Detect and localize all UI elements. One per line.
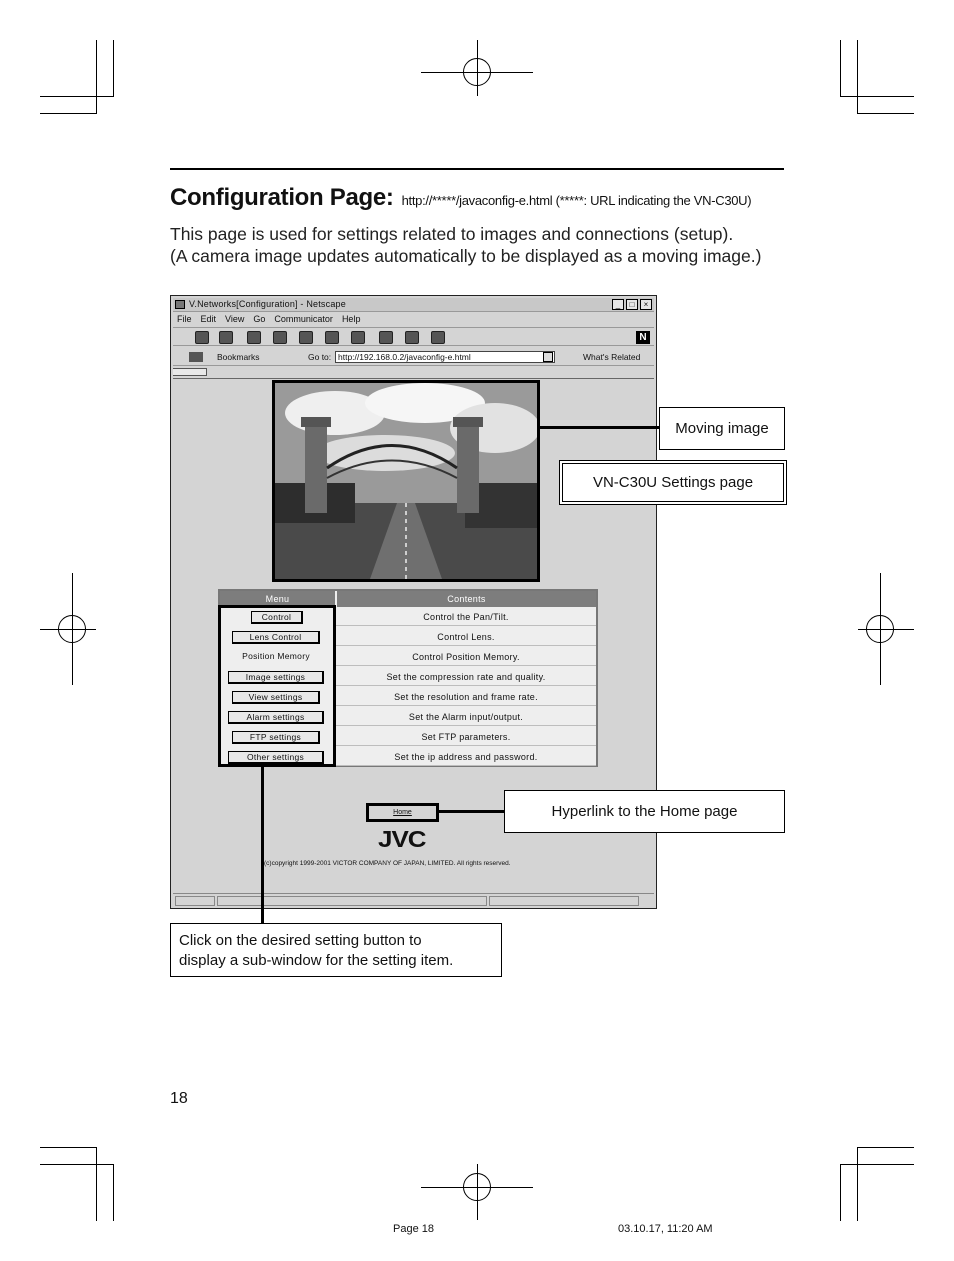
position-memory-button[interactable]: Position Memory: [242, 651, 310, 661]
settings-button-leader: [261, 767, 264, 924]
browser-toolbar: [173, 327, 654, 346]
menu-file[interactable]: File: [177, 314, 192, 324]
moving-image-leader: [540, 426, 659, 429]
ftp-settings-button[interactable]: FTP settings: [232, 731, 320, 744]
setting-button-callout-line-2: display a sub-window for the setting item.: [179, 952, 454, 969]
page-heading: [170, 184, 751, 212]
intro-text: [170, 223, 761, 267]
menu-buttons-highlight: [218, 605, 336, 767]
bookmarks-label[interactable]: Bookmarks: [217, 352, 260, 362]
table-row: Set the Alarm input/output.: [336, 708, 596, 726]
print-icon[interactable]: [351, 331, 365, 344]
table-row: Set the compression rate and quality.: [336, 668, 596, 686]
bookmarks-icon[interactable]: [189, 352, 203, 362]
maximize-button[interactable]: □: [626, 299, 638, 310]
copyright-text: (c)copyright 1999-2001 VICTOR COMPANY OF JAPAN, LIMITED. All rights reserved.: [264, 860, 511, 867]
status-bar: [173, 893, 654, 907]
url-dropdown-icon[interactable]: [543, 352, 553, 362]
security-status-icon: [175, 896, 215, 906]
other-settings-button[interactable]: Other settings: [228, 751, 324, 764]
menu-column-header: Menu: [220, 591, 335, 607]
minimize-button[interactable]: _: [612, 299, 624, 310]
camera-moving-image: [272, 380, 540, 582]
toolbar-tab[interactable]: [173, 368, 207, 376]
camera-photo: [275, 383, 537, 579]
intro-line-2: (A camera image updates automatically to be displayed as a moving image.): [170, 246, 762, 266]
url-field[interactable]: http://192.168.0.2/javaconfig-e.html: [335, 351, 555, 363]
home-hyperlink-callout: Hyperlink to the Home page: [504, 790, 785, 833]
footer-page: Page 18: [393, 1223, 434, 1235]
image-settings-button[interactable]: Image settings: [228, 671, 324, 684]
control-button[interactable]: Control: [251, 611, 303, 624]
lens-control-button[interactable]: Lens Control: [232, 631, 320, 644]
reload-icon[interactable]: [247, 331, 261, 344]
setting-button-callout: [170, 923, 502, 977]
window-title: V.Networks[Configuration] - Netscape: [189, 299, 346, 309]
footer-timestamp: 03.10.17, 11:20 AM: [618, 1223, 713, 1235]
table-row: Set the ip address and password.: [336, 748, 596, 766]
page-title: Configuration Page:: [170, 184, 394, 211]
table-row: Set FTP parameters.: [336, 728, 596, 746]
home-link[interactable]: Home: [366, 803, 439, 822]
table-row: Control Lens.: [336, 628, 596, 646]
menu-view[interactable]: View: [225, 314, 245, 324]
page-number: 18: [170, 1090, 188, 1107]
menu-go[interactable]: Go: [253, 314, 266, 324]
settings-page-label: VN-C30U Settings page: [562, 463, 784, 502]
menu-edit[interactable]: Edit: [200, 314, 217, 324]
table-row: Control the Pan/Tilt.: [336, 608, 596, 626]
forward-icon[interactable]: [219, 331, 233, 344]
component-bar: [489, 896, 639, 906]
status-text: [217, 896, 487, 906]
my-netscape-icon[interactable]: [325, 331, 339, 344]
settings-page-callout: [559, 460, 787, 505]
shop-icon[interactable]: [405, 331, 419, 344]
browser-titlebar: [173, 298, 654, 312]
security-icon[interactable]: [379, 331, 393, 344]
home-link-leader: [439, 810, 505, 813]
back-icon[interactable]: [195, 331, 209, 344]
netscape-window-icon: [175, 300, 185, 309]
jvc-logo: JVC: [378, 825, 426, 853]
search-icon[interactable]: [299, 331, 313, 344]
table-row: Control Position Memory.: [336, 648, 596, 666]
whats-related-button[interactable]: What's Related: [583, 352, 641, 362]
menu-communicator[interactable]: Communicator: [274, 314, 333, 324]
moving-image-callout: Moving image: [659, 407, 785, 450]
setting-button-callout-line-1: Click on the desired setting button to: [179, 932, 422, 949]
goto-label: Go to:: [308, 352, 332, 362]
home-icon[interactable]: [273, 331, 287, 344]
intro-line-1: This page is used for settings related to images and connections (setup).: [170, 224, 734, 244]
menu-help[interactable]: Help: [341, 314, 361, 324]
browser-menubar: [177, 314, 360, 326]
alarm-settings-button[interactable]: Alarm settings: [228, 711, 324, 724]
stop-icon[interactable]: [431, 331, 445, 344]
view-settings-button[interactable]: View settings: [232, 691, 320, 704]
top-rule: [170, 168, 784, 170]
table-row: Set the resolution and frame rate.: [336, 688, 596, 706]
location-bar: [173, 348, 654, 366]
contents-column-header: Contents: [337, 591, 596, 607]
config-url-note: http://*****/javaconfig-e.html (*****: URL indicating the VN-C30U): [401, 193, 752, 208]
netscape-logo-icon: N: [636, 331, 650, 344]
close-button[interactable]: ×: [640, 299, 652, 310]
